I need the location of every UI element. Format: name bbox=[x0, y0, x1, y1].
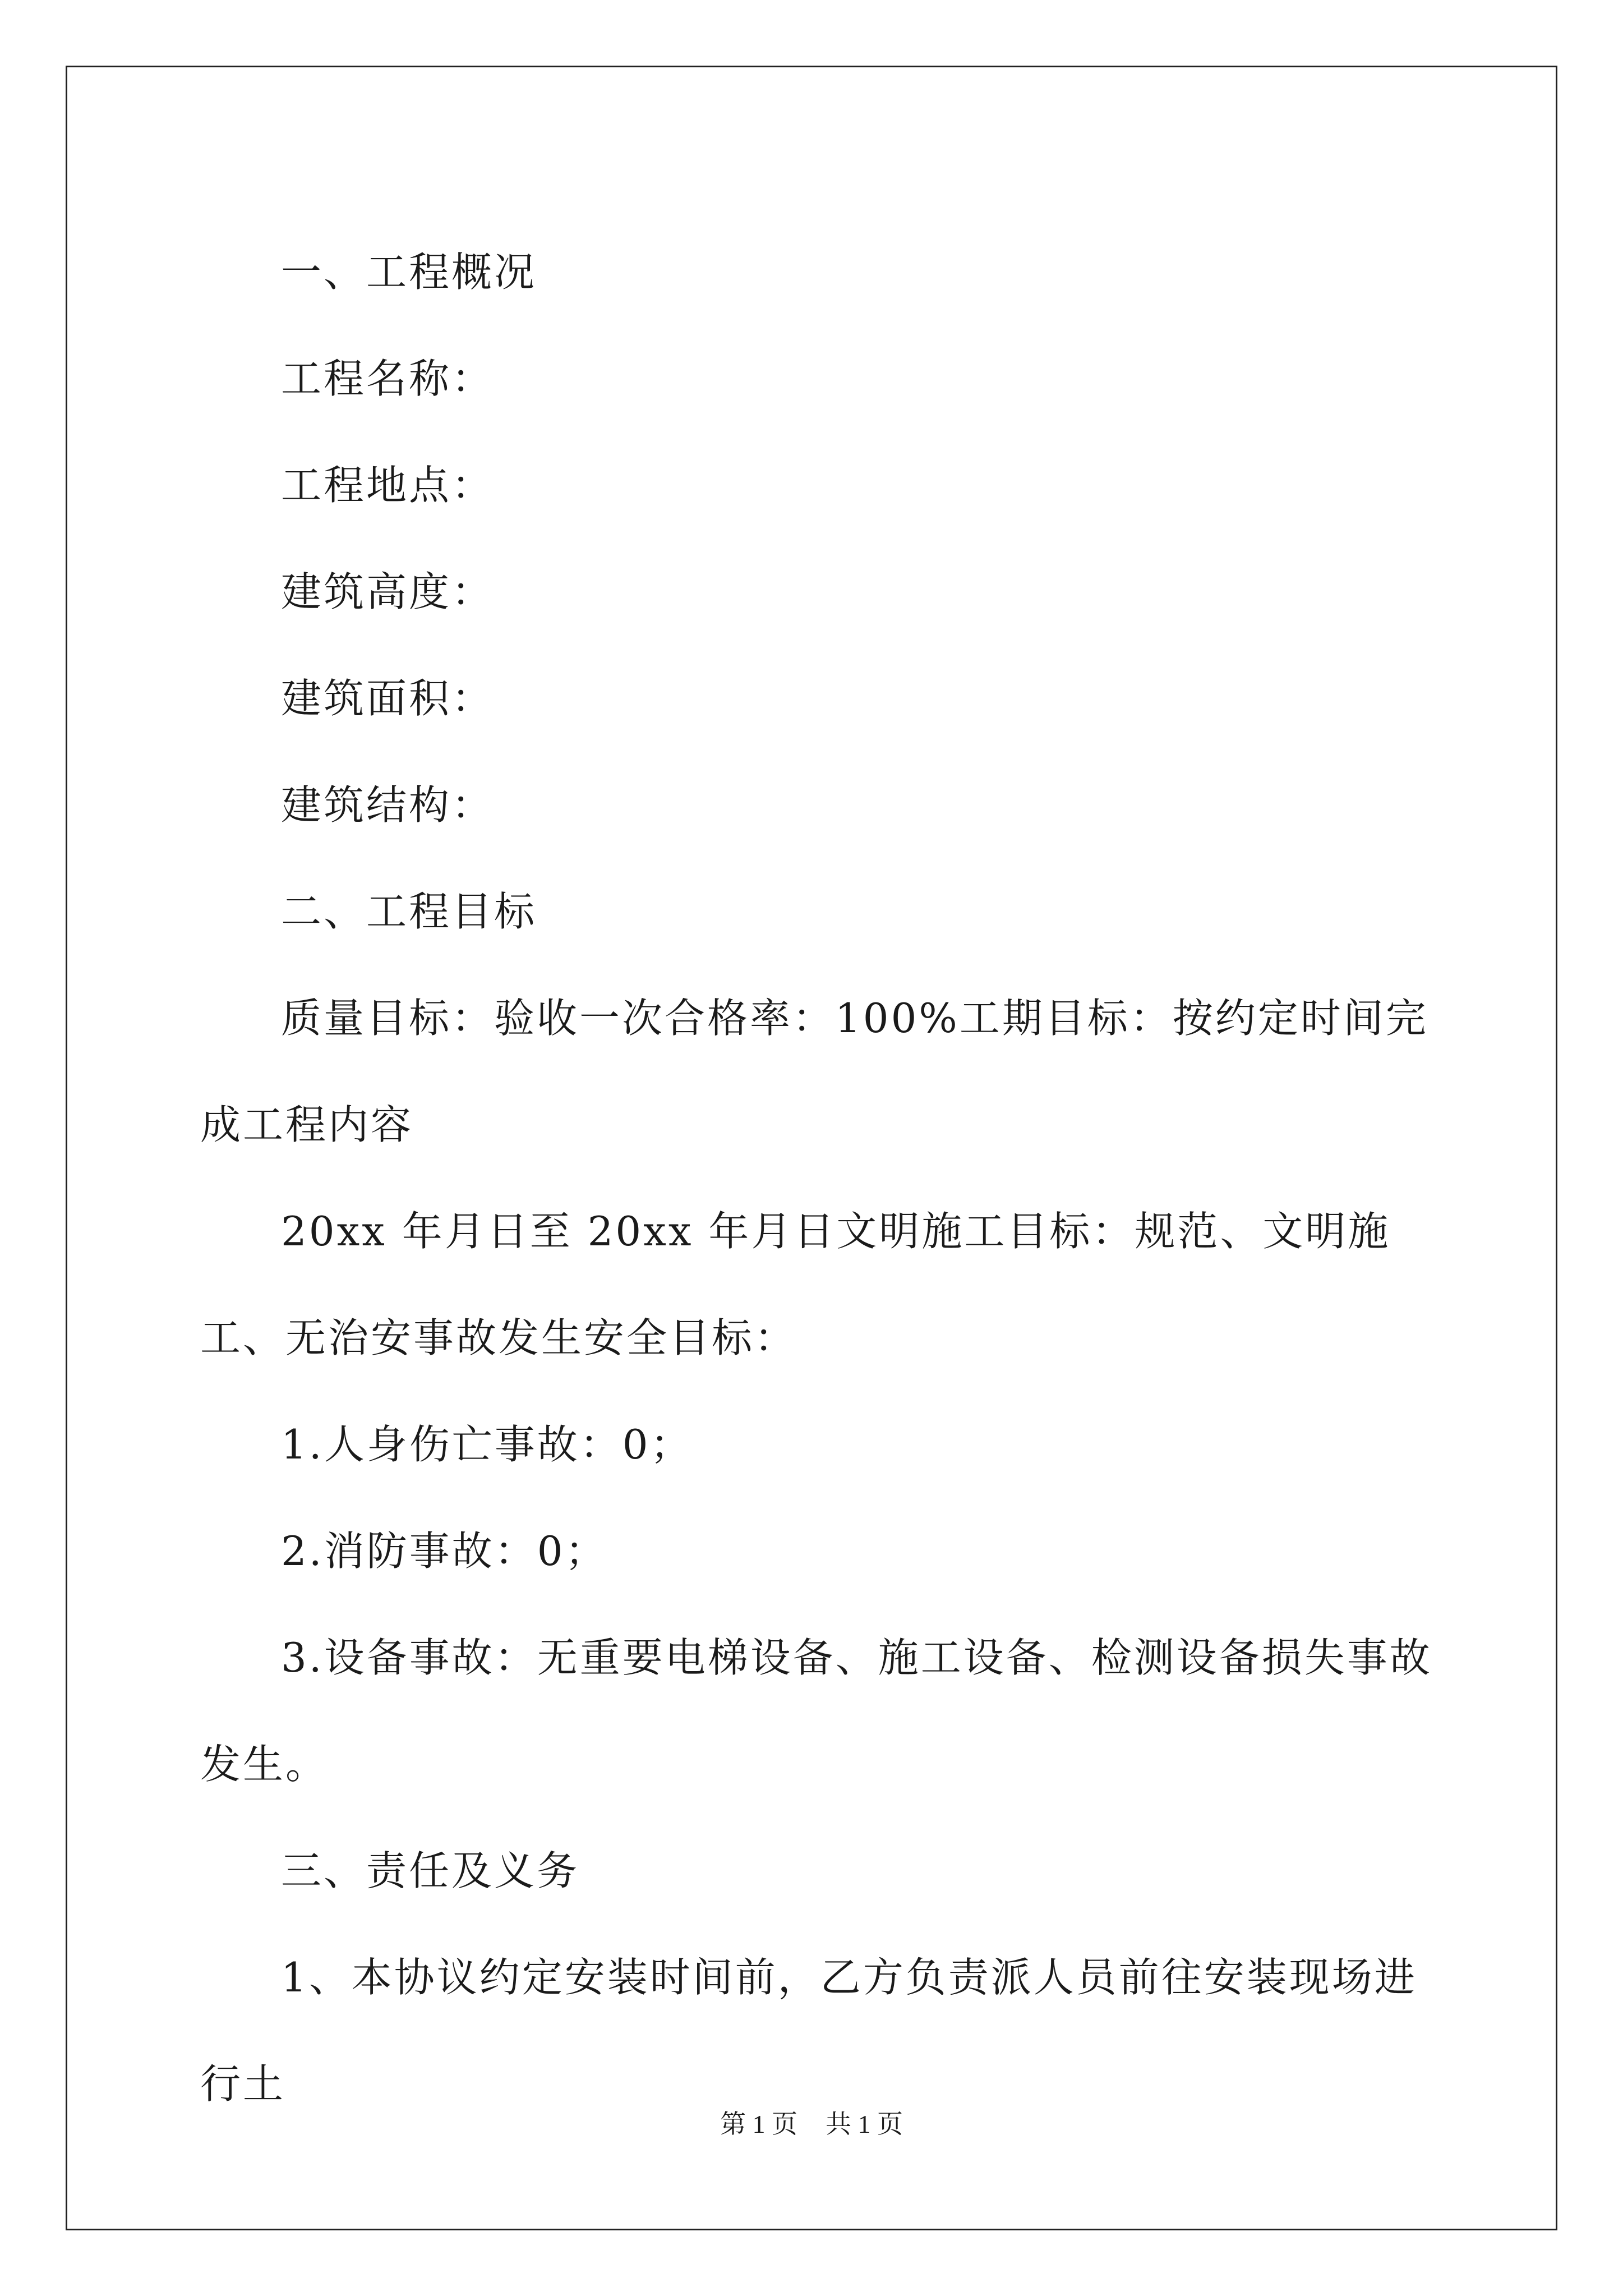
section-heading-overview: 一、工程概况 bbox=[281, 249, 537, 296]
document-body bbox=[200, 219, 1434, 2137]
safety-item-2: 2.消防事故：0； bbox=[281, 1527, 608, 1575]
section-heading-responsibilities: 三、责任及义务 bbox=[281, 1847, 580, 1894]
responsibility-item-1: 1、本协议约定安装时间前，乙方负责派人员前往安装现场进行土 bbox=[200, 1954, 1417, 2108]
quality-goal-paragraph: 质量目标：验收一次合格率：100%工期目标：按约定时间完成工程内容 bbox=[200, 995, 1428, 1148]
section-heading-goals: 二、工程目标 bbox=[281, 888, 537, 935]
page-total: 共 1 页 bbox=[826, 2110, 903, 2138]
page-footer bbox=[0, 2104, 1623, 2141]
schedule-goal-paragraph: 20xx 年月日至 20xx 年月日文明施工目标：规范、文明施工、无治安事故发生安全目标： bbox=[200, 1208, 1391, 1361]
project-name-field: 工程名称： bbox=[281, 355, 495, 402]
building-area-field: 建筑面积： bbox=[281, 675, 495, 722]
project-location-field: 工程地点： bbox=[281, 462, 495, 509]
safety-item-3: 3.设备事故：无重要电梯设备、施工设备、检测设备损失事故发生。 bbox=[200, 1634, 1432, 1788]
page-number: 第 1 页 bbox=[720, 2110, 797, 2138]
building-structure-field: 建筑结构： bbox=[281, 781, 495, 829]
building-height-field: 建筑高度： bbox=[281, 568, 495, 615]
safety-item-1: 1.人身伤亡事故：0； bbox=[281, 1421, 693, 1468]
